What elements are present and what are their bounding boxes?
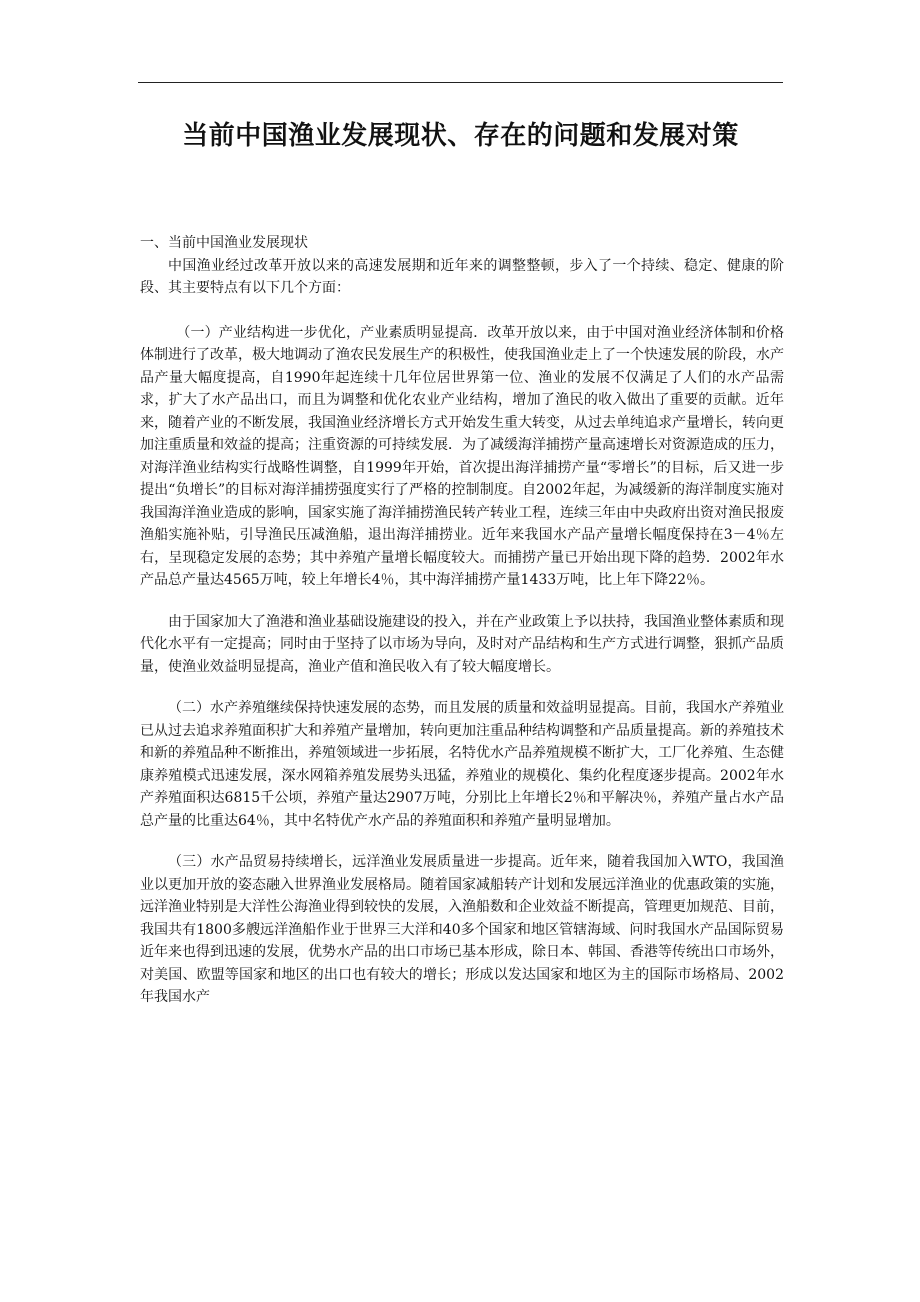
intro-paragraph: 中国渔业经过改革开放以来的高速发展期和近年来的调整整顿，步入了一个持续、稳定、健康的阶段、其主要特点有以下几个方面： <box>140 257 784 296</box>
paragraph-industry-structure: （一）产业结构进一步优化，产业素质明显提高．改革开放以来，由于中国对渔业经济体制和价格体制进行了改革，极大地调动了渔农民发展生产的积极性，使我国渔业走上了一个快速发展的阶段，水产品产量大幅度提高，自1990年起连续十几年位居世界第一位、渔业的发展不仅满足了人们的水产品需求，扩大了水产品出口，而且为调整和优化农业产业结构，增加了渔民的收入做出了重要的贡献。近年来，随着产业的不断发展，我国渔业经济增长方式开始发生重大转变，从过去单纯追求产量增长，转向更加注重质量和效益的提高；注重资源的可持续发展．为了减缓海洋捕捞产量高速增长对资源造成的压力，对海洋渔业结构实行战略性调整，自1999年开始，首次提出海洋捕捞产量“零增长”的目标，后又进一步提出“负增长”的目标对海洋捕捞强度实行了严格的控制制度。自2002年起，为减缓新的海洋制度实施对我国海洋渔业造成的影响，国家实施了海洋捕捞渔民转产转业工程，连续三年由中央政府出资对渔民报废渔船实施补贴，引导渔民压减渔船，退出海洋捕捞业。近年来我国水产品产量增长幅度保持在3－4％左右，呈现稳定发展的态势；其中养殖产量增长幅度较大。而捕捞产量已开始出现下降的趋势．2002年水产品总产量达4565万吨，较上年增长4％，其中海洋捕捞产量1433万吨，比上年下降22％。 <box>140 324 784 588</box>
document-title: 当前中国渔业发展现状、存在的问题和发展对策 <box>182 121 739 151</box>
section-heading: 一、当前中国渔业发展现状 <box>140 235 308 251</box>
paragraph-trade: （三）水产品贸易持续增长，远洋渔业发展质量进一步提高。近年来，随着我国加入WTO，我国渔业以更加开放的姿态融入世界渔业发展格局。随着国家减船转产计划和发展远洋渔业的优惠政策的实施，远洋渔业特别是大洋性公海渔业得到较快的发展，入渔船数和企业效益不断提高，管理更加规范、目前，我国共有1800多艘远洋渔船作业于世界三大洋和40多个国家和地区管辖海域、问时我国水产品国际贸易近年来也得到迅速的发展，优势水产品的出口市场已基本形成，除日本、韩国、香港等传统出口市场外，对美国、欧盟等国家和地区的出口也有较大的增长；形成以发达国家和地区为主的国际市场格局、2002年我国水产 <box>140 854 784 1005</box>
paragraph-infrastructure: 由于国家加大了渔港和渔业基础设施建设的投入，并在产业政策上予以扶持，我国渔业整体素质和现代化水平有一定提高；同时由于坚持了以市场为导向，及时对产品结构和生产方式进行调整，狠抓产品质量，使渔业效益明显提高，渔业产值和渔民收入有了较大幅度增长。 <box>140 613 784 675</box>
document-body <box>140 232 784 1009</box>
paragraph-aquaculture: （二）水产养殖继续保持快速发展的态势，而且发展的质量和效益明显提高。目前，我国水产养殖业已从过去追求养殖面积扩大和养殖产量增加，转向更加注重品种结构调整和产品质量提高。新的养殖技术和新的养殖品种不断推出，养殖领域进一步拓展，名特优水产品养殖规模不断扩大，工厂化养殖、生态健康养殖模式迅速发展，深水网箱养殖发展势头迅猛，养殖业的规模化、集约化程度逐步提高。2002年水产养殖面积达6815千公顷，养殖产量达2907万吨，分别比上年增长2％和平解决％，养殖产量占水产品总产量的比重达64％，其中名特优产水产品的养殖面积和养殖产量明显增加。 <box>140 700 784 829</box>
header-rule <box>138 82 783 83</box>
